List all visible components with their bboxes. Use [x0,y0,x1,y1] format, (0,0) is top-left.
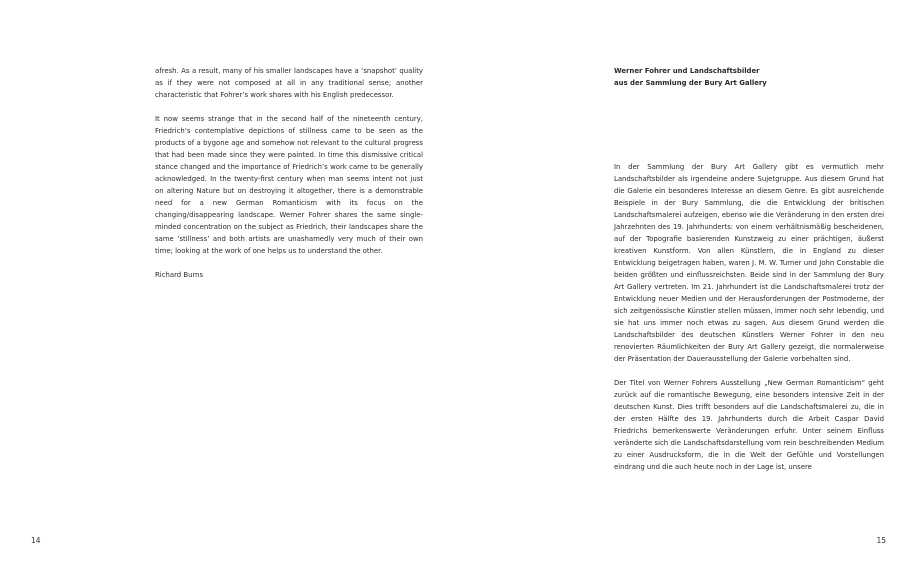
right-page [458,0,916,567]
left-paragraph-2: It now seems strange that in the second half of the nineteenth century, Friedrich‘s contemplative depictions of stillness came to be seen as the products of a bygone age and somehow not relevant to the cultural progress that had been made since they were painted. In time this dismissive critical stance changed and the importance of Friedrich’s work came to be generally acknowledged. In the twenty-first century when man seems intent not just on altering Nature but on destroying it altogether, there is a demonstrable need for a new German Romanticism with its focus on the changing/disappearing landscape. Werner Fohrer shares the same single-minded concentration on the subject as Friedrich, their landscapes share the same ‘stillness’ and both artists are unashamedly very much of their own time; looking at the work of one helps us to understand the other. [155,115,423,255]
heading-line-1: Werner Fohrer und Landschaftsbilder [614,67,760,75]
right-text-column [614,161,884,473]
left-paragraph-1: afresh. As a result, many of his smaller landscapes have a ‘snapshot’ quality as if they were not composed at all in any traditional sense; another characteristic that Fohrer’s work shares with his English predecessor. [155,67,423,99]
author-signature: Richard Burns [155,271,204,279]
heading-line-2: aus der Sammlung der Bury Art Gallery [614,79,767,87]
section-heading [614,65,884,89]
right-paragraph-2: Der Titel von Werner Fohrers Ausstellung „New German Romanticism“ geht zurück auf die romantische Bewegung, eine besonders intensive Zeit in der deutschen Kunst. Dies trifft besonders auf die Landschaftsmalerei zu, die in der ersten Hälfte des 19. Jahrhunderts durch die Arbeit Caspar David Friedrichs bemerkenswerte Veränderungen erfuhr. Unter seinem Einfluss veränderte sich die Landschaftsdarstellung vom rein beschreibenden Medium zu einer Ausdrucksform, die in die Welt der Gefühle und Vorstellungen eindrang und die auch heute noch in der Lage ist, unsere [614,379,884,471]
right-paragraph-1: In der Sammlung der Bury Art Gallery gibt es vermutlich mehr Landschaftsbilder als irgendeine andere Sujetgruppe. Aus diesem Grund hat die Galerie ein besonderes Interesse an diesem Genre. Es gibt ausreichende Beispiele in der Bury Sammlung, die die Entwicklung der britischen Landschaftsmalerei aufzeigen, ebenso wie die Veränderung in den ersten drei Jahrzehnten des 19. Jahrhunderts: von einem verhältnismäßig bescheidenen, auf der Topografie basierenden Kunstzweig zu einer prächtigen, äußerst kreativen Kunstform. Von allen Künstlern, die in England zu dieser Entwicklung beigetragen haben, waren J. M. W. Turner und John Constable die beiden größten und einflussreichsten. Beide sind in der Sammlung der Bury Art Gallery vertreten. Im 21. Jahrhundert ist die Landschaftsmalerei trotz der Entwicklung neuer Medien und der Herausforderungen der Postmoderne, der sich zeitgenössische Künstler stellen müssen, immer noch sehr lebendig, und sie hat uns immer noch etwas zu sagen. Aus diesem Grund werden die Landschaftsbilder des deutschen Künstlers Werner Fohrer in den neu renovierten Räumlichkeiten der Bury Art Gallery gezeigt, die normalerweise der Präsentation der Dauerausstellung der Galerie vorbehalten sind. [614,163,884,363]
page-number-left: 14 [31,536,41,545]
left-text-column [155,65,423,281]
page-number-right: 15 [876,536,886,545]
